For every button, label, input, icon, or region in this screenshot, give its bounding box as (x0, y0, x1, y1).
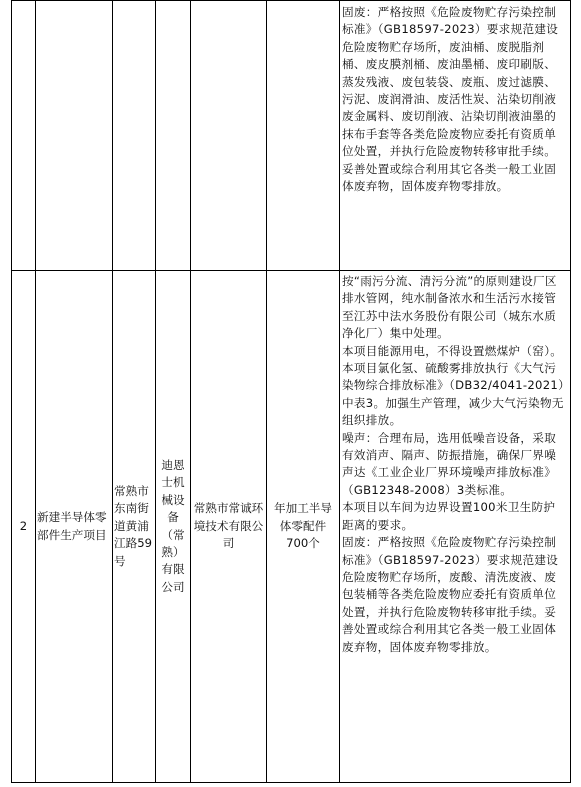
column-line (339, 0, 340, 783)
location-cell (114, 271, 154, 782)
project-name-cell (37, 271, 110, 782)
column-line (266, 0, 267, 783)
table-border-bottom (11, 782, 571, 783)
measure-paragraph: 噪声：合理布局，选用低噪音设备，采取有效消声、隔声、防振措施，确保厂界噪声达《工业企业厂界环境噪声排放标准》（GB12348-2008）3类标准。 (342, 430, 557, 497)
scale: 年加工半导体零配件700个 (274, 501, 332, 551)
row1-measures-cell (342, 4, 566, 268)
column-line (155, 0, 156, 783)
table-border-top (11, 0, 571, 1)
measure-paragraph: 固废：严格按照《危险废物贮存污染控制标准》（GB18597-2023）要求规范建设危险废物贮存场所，废油桶、废脱脂剂桶、废皮膜剂桶、废油墨桶、废印刷版、蒸发残液、废包装袋、废瓶、废过滤膜、污泥、废润滑油、废活性炭、沾染切削液废金属料、废切削液、沾染切削液油墨的抹布手套等各类危险废物应委托有资质单位处置，并执行危险废物转移审批手续。妥善处置或综合利用其它各类一般工业固体废弃物，固体废弃物零排放。 (342, 5, 559, 194)
company: 迪恩士机械设备（常熟）有限公司 (161, 457, 185, 594)
company-cell (157, 271, 189, 782)
column-line (35, 0, 36, 783)
measure-paragraph: 固废：严格按照《危险废物贮存污染控制标准》（GB18597-2023）要求规范建设危险废物贮存场所，废酸、清洗废液、废包装桶等各类危险废物应委托有资质单位处置，并执行危险废物转移审批手续。妥善处置或综合利用其它各类一般工业固体废弃物，固体废弃物零排放。 (342, 535, 559, 654)
column-line (570, 0, 571, 783)
row-number-text: 2 (19, 518, 28, 533)
scale-cell (268, 271, 338, 782)
row2-measures-cell (342, 273, 566, 781)
project-name: 新建半导体零部件生产项目 (37, 510, 107, 542)
measure-paragraph: 本项目以车间为边界设置100米卫生防护距离的要求。 (342, 500, 556, 532)
column-line (112, 0, 113, 783)
measure-paragraph: 按“雨污分流、清污分流”的原则建设厂区排水管网，纯水制备浓水和生活污水接管至江苏中法水务股份有限公司（城东水质净化厂）集中处理。 (342, 274, 557, 341)
column-line (190, 0, 191, 783)
eia-unit: 常熟市常诚环境技术有限公司 (193, 501, 264, 551)
row-number (12, 271, 35, 782)
measure-paragraph: 本项目能源用电，不得设置燃煤炉（窑）。本项目氯化氢、硫酸雾排放执行《大气污染物综合排放标准》（DB32/4041-2021）中表3。加强生产管理，减少大气污染物无组织排放。 (342, 343, 565, 428)
location: 常熟市东南街道黄浦江路59号 (114, 483, 152, 568)
eia-unit-cell (192, 271, 265, 782)
